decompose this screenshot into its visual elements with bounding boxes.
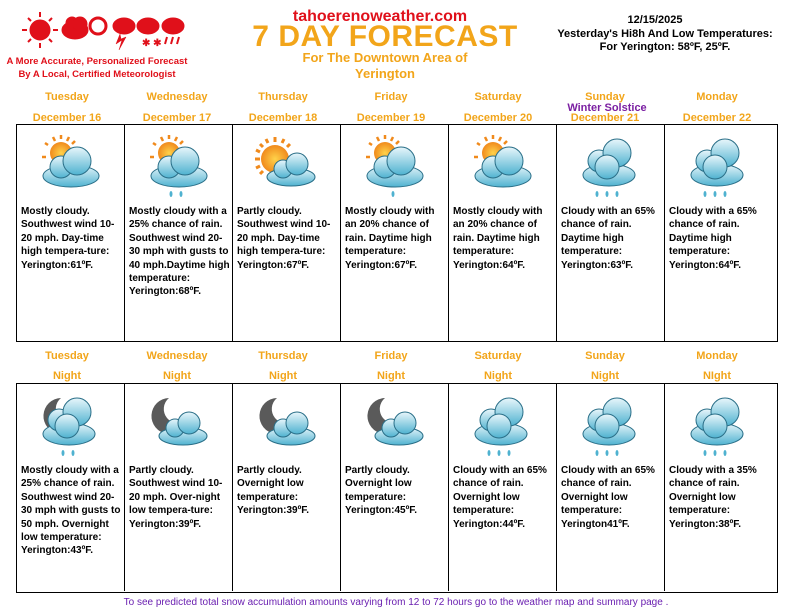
- partly-cloudy-sun-icon: [247, 131, 325, 199]
- forecast-text: [561, 464, 663, 531]
- tagline: [2, 55, 192, 81]
- conditions-text: Cloudy with a 65% chance of rain. Daytime high temperature:: [669, 206, 757, 258]
- night-cell: [664, 384, 772, 591]
- site-link[interactable]: tahoerenoweather.com: [292, 8, 468, 25]
- conditions-text: Cloudy with an 65% chance of rain. Overnight low temperature:: [453, 465, 547, 517]
- day-cell: [448, 125, 556, 342]
- day-name: Friday: [374, 91, 408, 103]
- night-cell: [124, 384, 232, 591]
- conditions-text: Cloudy with a 35% chance of rain. Overnight low temperature:: [669, 465, 757, 517]
- day-cell: [17, 125, 125, 342]
- moon-cloud-icon: [247, 390, 325, 458]
- day-name: Sunday: [585, 91, 625, 103]
- svg-text:✱ ✱: ✱ ✱: [142, 38, 162, 49]
- day-name: Saturday: [474, 91, 522, 103]
- rain-cloud-icon: [571, 390, 649, 458]
- conditions-text: Partly cloudy. Southwest wind 10-20 mph. Over-night low tempera-ture:: [129, 465, 223, 517]
- temperature-text: Yerington:38ºF.: [669, 518, 741, 530]
- temperature-text: Yerington41ºF.: [561, 518, 630, 530]
- conditions-text: Mostly cloudy with an 20% chance of rain. Daytime high temperature:: [345, 206, 435, 258]
- night-day-name: Thursday: [258, 350, 308, 362]
- temperature-text: Yerington:68ºF.: [129, 286, 201, 298]
- day-cell: [556, 125, 664, 342]
- cloudy-sun-icon: [463, 131, 541, 199]
- temperature-text: Yerington:61ºF.: [21, 259, 93, 271]
- temperature-text: Yerington:44ºF.: [453, 518, 525, 530]
- day-name: Monday: [696, 91, 738, 103]
- moon-cloud-icon: [139, 390, 217, 458]
- forecast-text: [237, 464, 339, 518]
- forecast-text: [453, 464, 555, 531]
- temperature-text: Yerington:67ºF.: [237, 259, 309, 271]
- special-note: Winter Solstice: [567, 102, 647, 114]
- day-cell: [664, 125, 772, 342]
- rain-cloud-icon: [679, 131, 757, 199]
- forecast-text: [237, 205, 339, 272]
- conditions-text: Partly cloudy. Overnight low temperature:: [237, 465, 304, 503]
- night-cell: [556, 384, 664, 591]
- day-cell: [232, 125, 340, 342]
- night-label: Night: [162, 370, 192, 382]
- night-cell: [448, 384, 556, 591]
- night-cell: [17, 384, 125, 591]
- conditions-text: Cloudy with an 65% chance of rain. Overnight low temperature:: [561, 465, 655, 517]
- forecast-text: [129, 205, 231, 299]
- day-cell: [124, 125, 232, 342]
- footer-note[interactable]: To see predicted total snow accumulation amounts varying from 12 to 72 hours go to the weather map and summary page .: [123, 597, 669, 608]
- forecast-text: [21, 464, 123, 558]
- day-date: December 20: [463, 112, 533, 124]
- night-day-name: Saturday: [474, 350, 522, 362]
- night-label: Night: [268, 370, 298, 382]
- night-forecast-row: [16, 383, 778, 593]
- day-date: December 21: [570, 112, 640, 124]
- night-day-name: Sunday: [585, 350, 625, 362]
- night-cell: [232, 384, 340, 591]
- day-forecast-row: [16, 124, 778, 342]
- forecast-text: [669, 464, 771, 531]
- night-cell: [340, 384, 448, 591]
- day-date: December 16: [32, 112, 102, 124]
- conditions-text: Mostly cloudy. Southwest wind 10-20 mph. Day-time high tempera-ture:: [21, 206, 115, 258]
- day-date: December 18: [248, 112, 318, 124]
- night-day-name: Friday: [374, 350, 408, 362]
- forecast-text: [21, 205, 123, 272]
- night-day-name: Tuesday: [45, 350, 89, 362]
- rain-cloud-icon: [463, 390, 541, 458]
- temperature-text: Yerington:45ºF.: [345, 505, 417, 517]
- partly-cloudy-sun-icon: [31, 131, 109, 199]
- forecast-text: [345, 464, 447, 518]
- night-label: Night: [52, 370, 82, 382]
- temperature-text: Yerington:67ºF.: [345, 259, 417, 271]
- tagline-line2: By A Local, Certified Meteorologist: [18, 69, 176, 80]
- day-cell: [340, 125, 448, 342]
- day-date: December 17: [142, 112, 212, 124]
- day-name: Wednesday: [146, 91, 208, 103]
- temperature-text: Yerington:39ºF.: [237, 505, 309, 517]
- forecast-text: [129, 464, 231, 531]
- night-rain-cloud-icon: [31, 390, 109, 458]
- conditions-text: Mostly cloudy with an 20% chance of rain. Daytime high temperature:: [453, 206, 543, 258]
- yesterday-label: Yesterday's Hi8h And Low Temperatures:: [557, 28, 773, 40]
- rain-cloud-icon: [571, 131, 649, 199]
- forecast-text: [669, 205, 771, 272]
- tagline-line1: A More Accurate, Personalized Forecast: [6, 56, 188, 67]
- temperature-text: Yerington:64ºF.: [453, 259, 525, 271]
- day-date: December 22: [682, 112, 752, 124]
- forecast-text: [453, 205, 555, 272]
- forecast-date: 12/15/2025: [627, 14, 683, 26]
- yesterday-temps: [545, 28, 785, 54]
- conditions-text: Partly cloudy. Southwest wind 10-20 mph. Day-time high tempera-ture:: [237, 206, 331, 258]
- night-day-name: Monday: [696, 350, 738, 362]
- conditions-text: Cloudy with an 65% chance of rain. Daytime high temperature:: [561, 206, 655, 258]
- cloudy-sun-rain-icon: [139, 131, 217, 199]
- temperature-text: Yerington:63ºF.: [561, 259, 633, 271]
- conditions-text: Mostly cloudy with a 25% chance of rain. Southwest wind 20-30 mph with gusts to 50 mph. Overnight low temperature:: [21, 465, 121, 544]
- night-label: NIght: [702, 370, 732, 382]
- temperature-text: Yerington:39ºF.: [129, 518, 201, 530]
- forecast-text: [561, 205, 663, 272]
- day-name: Thursday: [258, 91, 308, 103]
- day-name: Tuesday: [45, 91, 89, 103]
- yesterday-values: For Yerington: 58ºF, 25ºF.: [599, 41, 731, 53]
- rain-cloud-icon: [679, 390, 757, 458]
- temperature-text: Yerington:43ºF.: [21, 545, 93, 557]
- moon-cloud-icon: [355, 390, 433, 458]
- night-label: Night: [590, 370, 620, 382]
- temperature-text: Yerington:64ºF.: [669, 259, 741, 271]
- forecast-text: [345, 205, 447, 272]
- subtitle-line2: Yerington: [355, 66, 415, 81]
- night-label: Night: [376, 370, 406, 382]
- night-day-name: Wednesday: [146, 350, 208, 362]
- weather-logo-icon: [20, 8, 190, 53]
- subtitle-line1: For The Downtown Area of: [302, 50, 468, 65]
- day-date: December 19: [356, 112, 426, 124]
- conditions-text: Mostly cloudy with a 25% chance of rain. Southwest wind 20-30 mph with gusts to 40 mph.Daytime high temperature:: [129, 206, 230, 285]
- night-label: Night: [483, 370, 513, 382]
- page-title: 7 DAY FORECAST: [252, 20, 518, 53]
- conditions-text: Partly cloudy. Overnight low temperature:: [345, 465, 412, 503]
- cloudy-sun-rain-icon: [355, 131, 433, 199]
